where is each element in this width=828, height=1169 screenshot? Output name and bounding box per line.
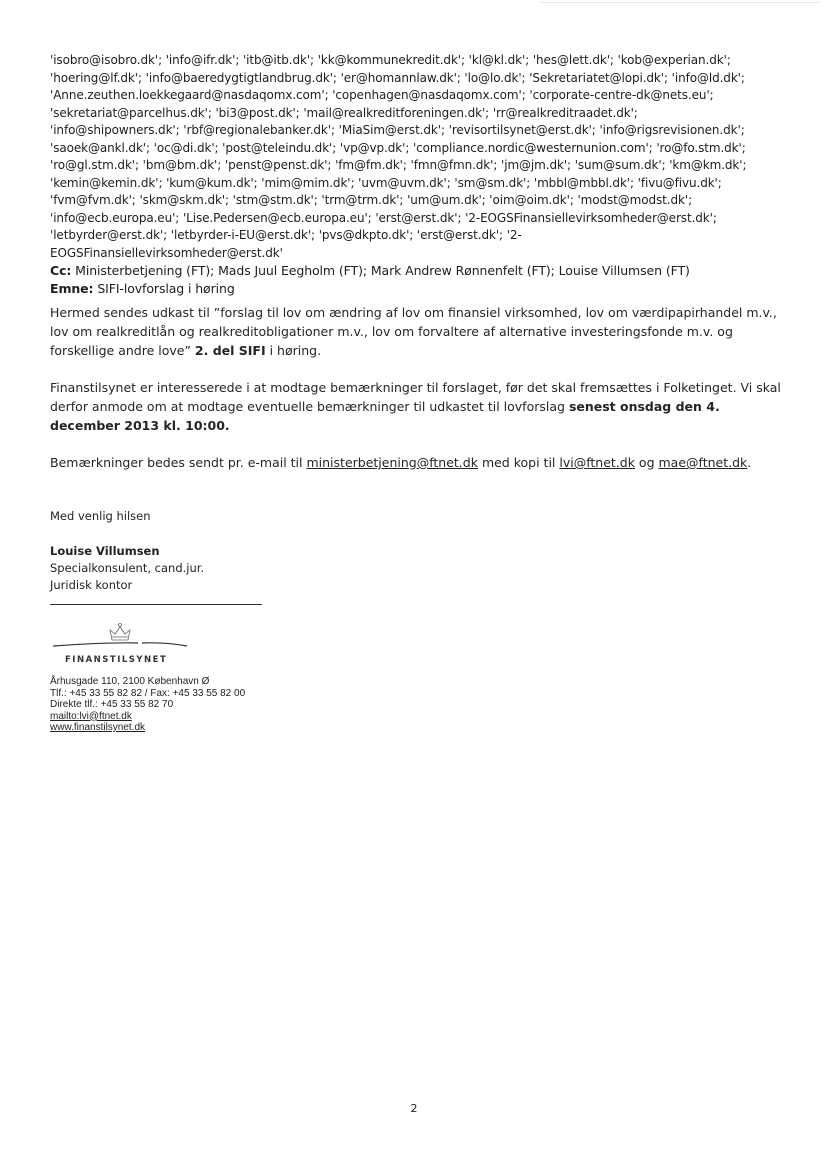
closing: Med venlig hilsen xyxy=(50,509,151,523)
deadline-bold: senest onsdag den 4. december 2013 kl. 10:00. xyxy=(50,399,720,433)
mae-link[interactable]: mae@ftnet.dk xyxy=(658,455,748,470)
contact-text-a: Bemærkninger bedes sendt pr. e-mail til xyxy=(50,455,307,470)
recipient-line: 'Anne.zeuthen.loekkegaard@nasdaqomx.com'; 'copenhagen@nasdaqomx.com'; 'corporate-centre-dk@nets.eu'; xyxy=(50,88,714,102)
website-link[interactable]: www.finanstilsynet.dk xyxy=(50,722,146,733)
top-rule xyxy=(540,2,820,3)
recipient-line: 'sekretariat@parcelhus.dk'; 'bi3@post.dk'; 'mail@realkreditforeningen.dk'; 'rr@realkreditraadet.dk'; xyxy=(50,105,638,120)
signature-divider xyxy=(50,604,262,605)
recipient-line: 'kemin@kemin.dk'; 'kum@kum.dk'; 'mim@mim.dk'; 'uvm@uvm.dk'; 'sm@sm.dk'; 'mbbl@mbbl.dk'; 'fivu@fivu.dk'; xyxy=(50,175,722,190)
subject-label: Emne: xyxy=(50,280,94,296)
signature-title: Specialkonsulent, cand.jur. xyxy=(50,561,205,575)
cc-value: Ministerbetjening (FT); Mads Juul Eegholm (FT); Mark Andrew Rønnenfelt (FT); Louise Villumsen (FT) xyxy=(71,263,690,278)
mailto-link[interactable]: mailto:lvi@ftnet.dk xyxy=(50,710,132,722)
recipient-line: 'letbyrder@erst.dk'; 'letbyrder-i-EU@erst.dk'; 'pvs@dkpto.dk'; 'erst@erst.dk'; '2- xyxy=(50,228,522,242)
paragraph-intro-bold: 2. del SIFI xyxy=(194,343,266,358)
page-number: 2 xyxy=(410,1102,418,1115)
paragraph-deadline-text: Finanstilsynet er interesserede i at modtage bemærkninger til forslaget, før det skal fremsættes i Folketinget. Vi skal derfor anmode om at modtage eventuelle bemærkninger til udkastet til lovforslag xyxy=(50,380,781,414)
subject-value: SIFI-lovforslag i høring xyxy=(93,280,235,296)
paragraph-intro-text: Hermed sendes udkast til ”forslag til lov om ændring af lov om finansiel virksomhed, lov om værdipapirhandel m.v., lov om realkreditlån og realkreditobligationer m.v., lov om forvaltere af alternative investeringsfonde m.v. og forskellige andre love” xyxy=(50,305,777,358)
logo-wordmark: FINANSTILSYNET xyxy=(65,655,168,665)
ministerbetjening-link[interactable]: ministerbetjening@ftnet.dk xyxy=(306,455,478,470)
recipient-line: EOGSFinansiellevirksomheder@erst.dk' xyxy=(50,245,283,260)
contact-text-d: . xyxy=(747,455,752,470)
address-street: Århusgade 110, 2100 København Ø xyxy=(50,676,210,687)
recipient-line: 'saoek@ankl.dk'; 'oc@di.dk'; 'post@teleindu.dk'; 'vp@vp.dk'; 'compliance.nordic@westernunion.com'; 'ro@fo.stm.dk'; xyxy=(50,140,746,155)
paragraph-contact xyxy=(50,453,790,472)
paragraph-intro xyxy=(50,303,790,360)
lvi-link[interactable]: lvi@ftnet.dk xyxy=(559,455,635,470)
paragraph-intro-end: i høring. xyxy=(265,343,322,358)
signature-block xyxy=(50,508,204,594)
recipient-line: 'isobro@isobro.dk'; 'info@ifr.dk'; 'itb@itb.dk'; 'kk@kommunekredit.dk'; 'kl@kl.dk'; 'hes@lett.dk'; 'kob@experian.dk'; xyxy=(50,53,731,67)
contact-text-b: med kopi til xyxy=(477,455,560,470)
cc-line xyxy=(50,262,790,280)
recipient-line: 'ro@gl.stm.dk'; 'bm@bm.dk'; 'penst@penst.dk'; 'fm@fm.dk'; 'fmn@fmn.dk'; 'jm@jm.dk'; 'sum@sum.dk'; 'km@km.dk'; xyxy=(50,158,747,172)
address-direct-phone: Direkte tlf.: +45 33 55 82 70 xyxy=(50,699,174,710)
contact-text-c: og xyxy=(634,455,659,470)
recipient-line: 'fvm@fvm.dk'; 'skm@skm.dk'; 'stm@stm.dk'; 'trm@trm.dk'; 'um@um.dk'; 'oim@oim.dk'; 'modst@modst.dk'; xyxy=(50,193,693,207)
cc-label: Cc: xyxy=(50,263,72,278)
address-phone: Tlf.: +45 33 55 82 82 / Fax: +45 33 55 82 00 xyxy=(50,687,246,699)
recipient-list xyxy=(50,52,790,262)
signature-department: Juridisk kontor xyxy=(50,578,133,592)
recipient-line: 'info@ecb.europa.eu'; 'Lise.Pedersen@ecb.europa.eu'; 'erst@erst.dk'; '2-EOGSFinansiellevirksomheder@erst.dk'; xyxy=(50,210,717,225)
subject-line xyxy=(50,280,790,298)
recipient-line: 'info@shipowners.dk'; 'rbf@regionalebanker.dk'; 'MiaSim@erst.dk'; 'revisortilsynet@erst.dk'; 'info@rigsrevisionen.dk'; xyxy=(50,123,745,137)
signature-name: Louise Villumsen xyxy=(50,544,160,558)
paragraph-deadline xyxy=(50,378,790,435)
recipient-line: 'hoering@lf.dk'; 'info@baeredygtigtlandbrug.dk'; 'er@homannlaw.dk'; 'lo@lo.dk'; 'Sekretariatet@lopi.dk'; 'info@ld.dk'; xyxy=(50,70,745,85)
address-block xyxy=(50,676,245,734)
email-header xyxy=(50,52,790,297)
